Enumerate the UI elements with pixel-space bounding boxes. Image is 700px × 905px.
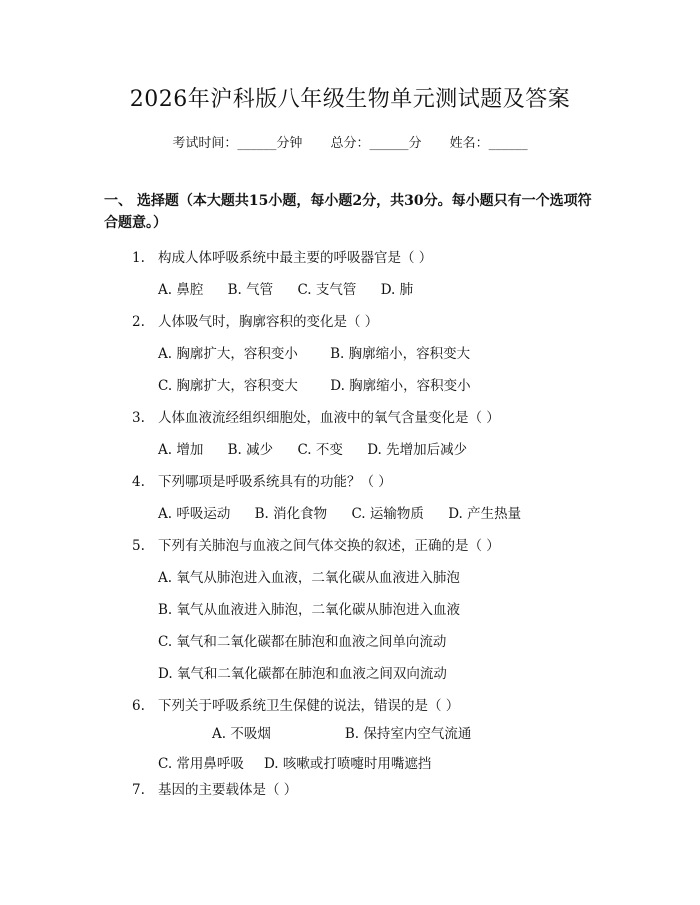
question-stem: 人体血液流经组织细胞处，血液中的氧气含量变化是（ ）	[158, 410, 500, 426]
total-score-field: 总分：______分	[330, 136, 422, 151]
question-number: 7.	[132, 782, 145, 798]
student-name-field: 姓名：______	[449, 136, 528, 151]
question-number: 3.	[132, 410, 145, 426]
question-stem: 基因的主要载体是（ ）	[158, 782, 298, 798]
question-number: 6.	[132, 698, 145, 714]
option-a: A. 呼吸运动	[158, 506, 231, 522]
option-b: B. 气管	[227, 282, 274, 298]
question-number: 1.	[132, 250, 145, 266]
question-4-options	[158, 502, 541, 522]
question-stem: 人体吸气时，胸廓容积的变化是（ ）	[158, 314, 379, 330]
option-c: C. 不变	[297, 442, 343, 458]
question-4	[132, 470, 392, 490]
question-3-options	[158, 438, 487, 458]
option-c: C. 支气管	[297, 282, 357, 298]
question-3	[132, 406, 500, 426]
question-stem: 下列有关肺泡与血液之间气体交换的叙述，正确的是（ ）	[158, 538, 500, 554]
question-number: 5.	[132, 538, 145, 554]
option-c: C. 常用鼻呼吸	[158, 756, 244, 772]
exam-meta	[0, 132, 700, 151]
option-d: D. 咳嗽或打喷嚏时用嘴遮挡	[263, 756, 432, 772]
question-5	[132, 534, 500, 554]
question-6-options	[104, 719, 604, 779]
option-c: C. 运输物质	[351, 506, 424, 522]
option-a: A. 增加	[158, 442, 204, 458]
question-2-options-row-2	[158, 374, 499, 394]
question-7	[132, 778, 297, 798]
option-d: D. 肺	[380, 282, 414, 298]
option-b: B. 胸廓缩小，容积变大	[330, 346, 471, 362]
option-b: B. 减少	[227, 442, 274, 458]
question-2-options-row-1	[158, 342, 498, 362]
question-number: 2.	[132, 314, 145, 330]
option-d: D. 先增加后减少	[367, 442, 468, 458]
question-stem: 下列关于呼吸系统卫生保健的说法，错误的是（ ）	[158, 698, 460, 714]
question-5-option-b: B. 氧气从血液进入肺泡，二氧化碳从肺泡进入血液	[158, 602, 461, 618]
section-heading: 一、 选择题（本大题共15小题，每小题2分，共30分。每小题只有一个选项符合题意。）	[104, 193, 592, 231]
question-5-option-a: A. 氧气从肺泡进入血液，二氧化碳从血液进入肺泡	[158, 570, 460, 586]
option-b: B. 保持室内空气流通	[344, 726, 472, 742]
option-c: C. 胸廓扩大，容积变大	[158, 378, 298, 394]
option-d: D. 产生热量	[448, 506, 522, 522]
question-2	[132, 310, 378, 330]
question-stem: 构成人体呼吸系统中最主要的呼吸器官是（ ）	[158, 250, 433, 266]
question-5-option-d: D. 氧气和二氧化碳都在肺泡和血液之间双向流动	[158, 666, 447, 682]
exam-time-field: 考试时间：______分钟	[172, 136, 303, 151]
option-a: A. 鼻腔	[158, 282, 204, 298]
option-d: D. 胸廓缩小，容积变小	[330, 378, 471, 394]
option-b: B. 消化食物	[254, 506, 328, 522]
page-title: 2026年沪科版八年级生物单元测试题及答案	[129, 87, 571, 112]
option-a: A. 胸廓扩大，容积变小	[158, 346, 298, 362]
question-stem: 下列哪项是呼吸系统具有的功能？（ ）	[158, 474, 392, 490]
question-number: 4.	[132, 474, 145, 490]
question-1-options	[158, 278, 433, 298]
question-6	[132, 694, 459, 714]
question-1	[132, 246, 432, 266]
question-5-option-c: C. 氧气和二氧化碳都在肺泡和血液之间单向流动	[158, 634, 447, 650]
option-a: A. 不吸烟	[212, 726, 271, 742]
